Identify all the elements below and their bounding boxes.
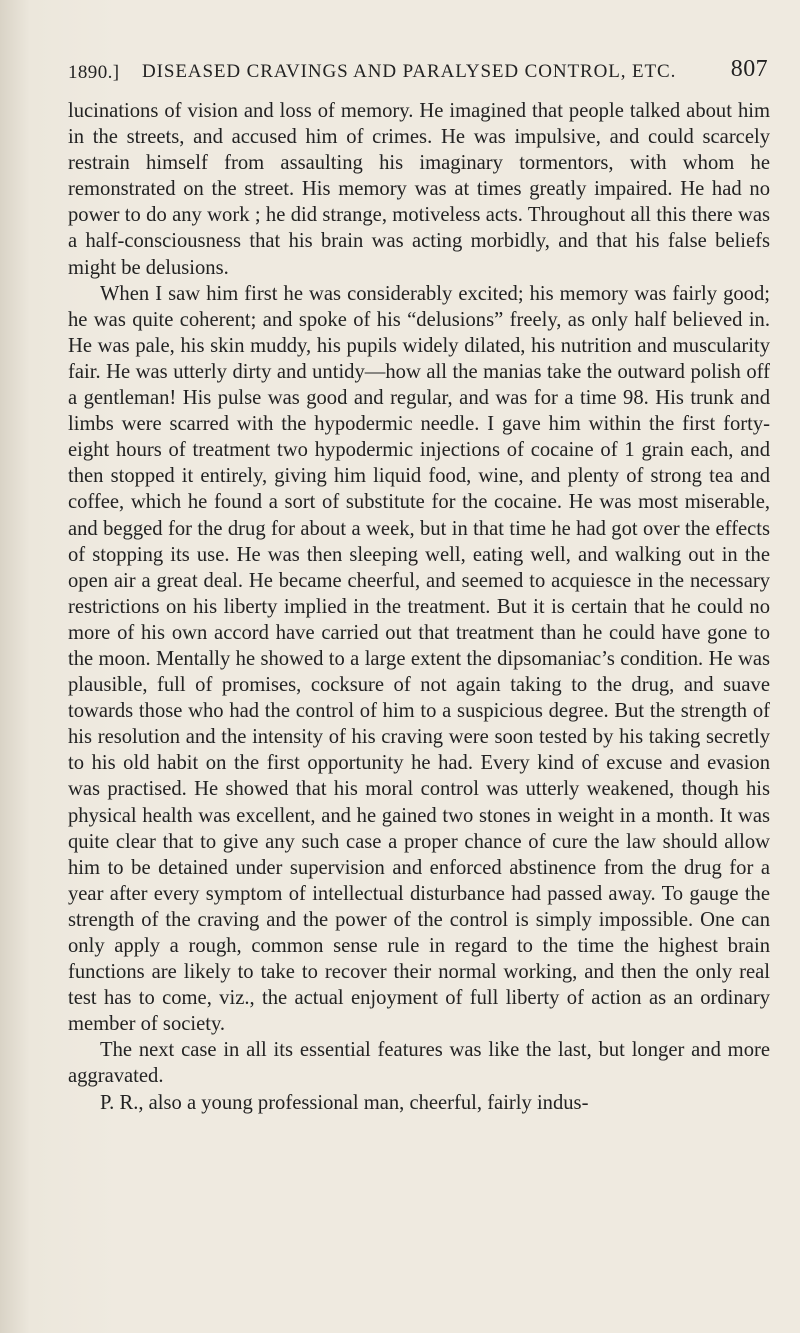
paragraph-continuation: lucinations of vision and loss of memory. He imagined that people talked about him in the streets, and accused him of crimes. He was impulsive, and could scarcely restrain himself from assaulting his imaginary tormentors, with whom he remonstrated on the street. His memory was at times greatly impaired. He had no power to do any work ; he did strange, motiveless acts. Throughout all this there was a half-consciousness that his brain was acting morbidly, and that his false beliefs might be delusions.: [68, 100, 770, 279]
paragraph-case-pr: P. R., also a young professional man, cheerful, fairly indus-: [100, 1091, 589, 1114]
paragraph-case-description: When I saw him first he was considerably excited; his memory was fairly good; he was quite coherent; and spoke of his “delusions” freely, as only half believed in. He was pale, his skin muddy, his pupils widely dilated, his nutrition and muscularity fair. He was utterly dirty and untidy—how all the manias take the outward polish off a gentleman! His pulse was good and regular, and was for a time 98. His trunk and limbs were scarred with the hypodermic needle. I gave him within the first forty-eight hours of treatment two hypodermic injections of cocaine of 1 grain each, and then stopped it entirely, giving him liquid food, wine, and plenty of strong tea and coffee, which he found a sort of substitute for the cocaine. He was most miserable, and begged for the drug for about a week, but in that time he had got over the effects of stopping its use. He was then sleeping well, eating well, and walking out in the open air a great deal. He became cheerful, and seemed to acquiesce in the necessary restrictions on his liberty implied in the treatment. But it is certain that he could no more of his own accord have carried out that treatment than he could have gone to the moon. Mentally he showed to a large extent the dipsomaniac’s condition. He was plausible, full of promises, cocksure of not again taking to the drug, and suave towards those who had the control of him to a suspicious degree. But the strength of his resolution and the intensity of his craving were soon tested by his taking secretly to his old habit on the first opportunity he had. Every kind of excuse and evasion was practised. He showed that his moral control was utterly weakened, though his physical health was excellent, and he gained two stones in weight in a month. It was quite clear that to give any such case a proper chance of cure the law should allow him to be detained under supervision and enforced abstinence from the drug for a year after every symptom of intellectual disturbance had passed away. To gauge the strength of the craving and the power of the control is simply impossible. One can only apply a rough, common sense rule in regard to the time the highest brain functions are likely to take to recover their normal working, and then the only real test has to come, viz., the actual enjoyment of full liberty of action as an ordinary member of society.: [68, 282, 770, 1036]
page-number: 807: [730, 56, 768, 82]
header-year: 1890.]: [68, 62, 120, 83]
paragraph-next-case: The next case in all its essential features was like the last, but longer and more aggravated.: [68, 1039, 770, 1088]
running-header: [68, 56, 768, 86]
header-title: DISEASED CRAVINGS AND PARALYSED CONTROL, ETC.: [142, 61, 677, 82]
body-text: [68, 98, 770, 1116]
